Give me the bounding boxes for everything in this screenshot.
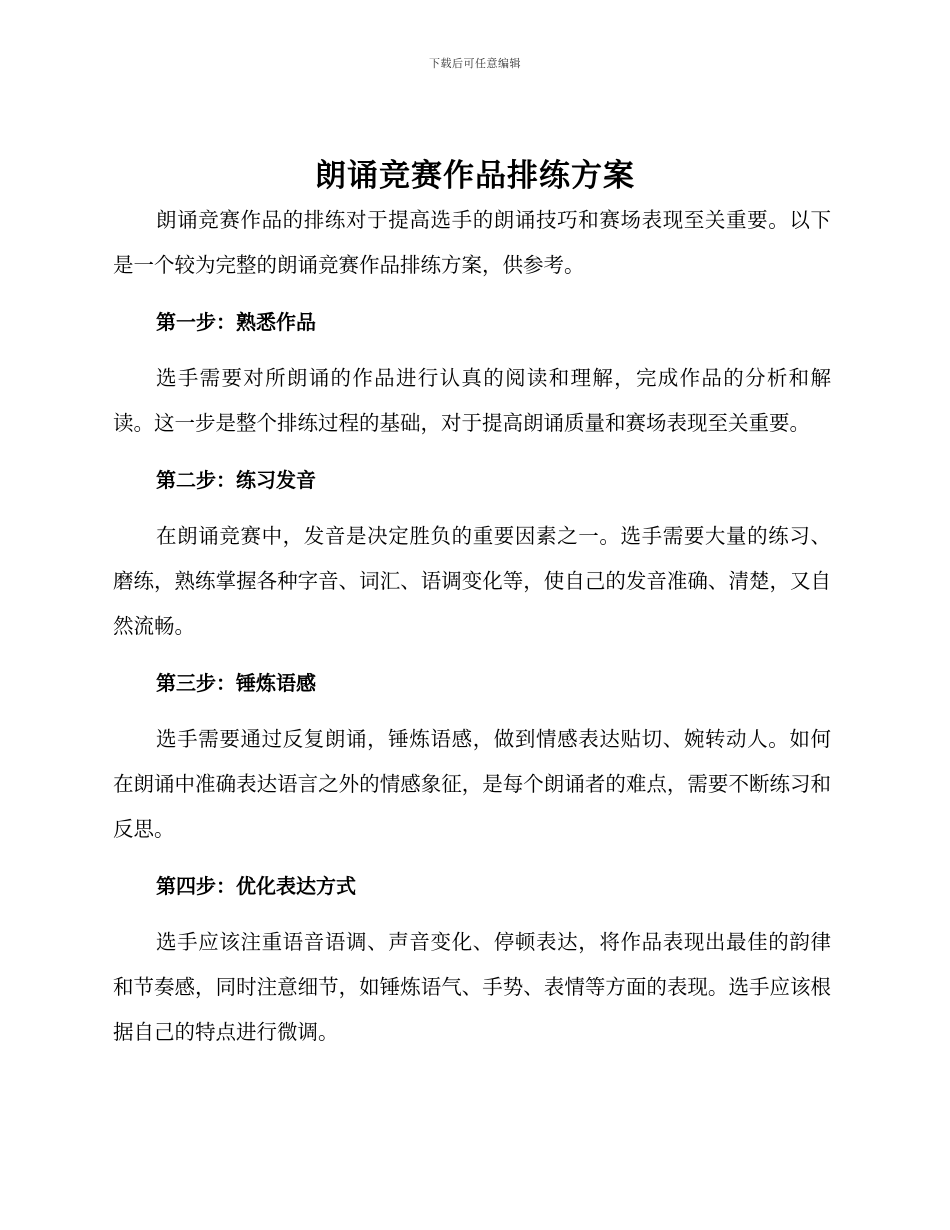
document-body bbox=[113, 198, 831, 1055]
step-1-paragraph: 选手需要对所朗诵的作品进行认真的阅读和理解，完成作品的分析和解读。这一步是整个排练过程的基础，对于提高朗诵质量和赛场表现至关重要。 bbox=[113, 366, 831, 435]
step-3-paragraph: 选手需要通过反复朗诵，锤炼语感，做到情感表达贴切、婉转动人。如何在朗诵中准确表达语言之外的情感象征，是每个朗诵者的难点，需要不断练习和反思。 bbox=[113, 727, 831, 841]
step-1-heading: 第一步：熟悉作品 bbox=[156, 310, 316, 334]
step-2-heading: 第二步：练习发音 bbox=[156, 468, 316, 492]
intro-paragraph: 朗诵竞赛作品的排练对于提高选手的朗诵技巧和赛场表现至关重要。以下是一个较为完整的朗诵竞赛作品排练方案，供参考。 bbox=[113, 208, 831, 277]
step-2-paragraph: 在朗诵竞赛中，发音是决定胜负的重要因素之一。选手需要大量的练习、磨练，熟练掌握各种字音、词汇、语调变化等，使自己的发音准确、清楚，又自然流畅。 bbox=[113, 524, 831, 638]
step-4-paragraph: 选手应该注重语音语调、声音变化、停顿表达，将作品表现出最佳的韵律和节奏感，同时注意细节，如锤炼语气、手势、表情等方面的表现。选手应该根据自己的特点进行微调。 bbox=[113, 930, 831, 1044]
page-header-note: 下载后可任意编辑 bbox=[429, 57, 521, 70]
step-4-heading: 第四步：优化表达方式 bbox=[156, 874, 356, 898]
step-3-heading: 第三步：锤炼语感 bbox=[156, 671, 316, 695]
document-title: 朗诵竞赛作品排练方案 bbox=[315, 158, 635, 194]
